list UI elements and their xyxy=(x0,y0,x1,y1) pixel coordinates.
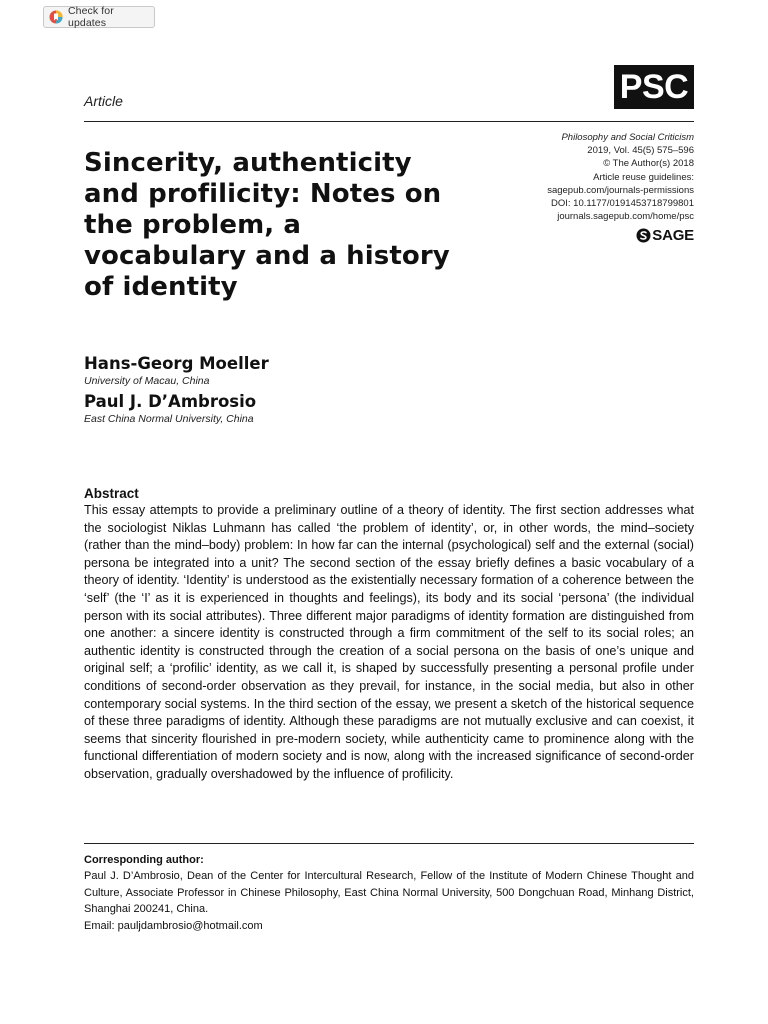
copyright-notice: © The Author(s) 2018 xyxy=(603,158,694,170)
journal-name: Philosophy and Social Criticism xyxy=(561,132,694,143)
header-divider xyxy=(84,121,694,122)
sage-s-icon xyxy=(636,228,651,243)
abstract-heading: Abstract xyxy=(84,486,139,501)
article-title: Sincerity, authenticity and profilicity: Notes on the problem, a vocabulary and a history of identity xyxy=(84,148,450,302)
journal-metadata xyxy=(454,131,694,245)
author-affiliation: East China Normal University, China xyxy=(84,413,254,425)
reuse-guidelines-label: Article reuse guidelines: xyxy=(593,171,694,183)
reuse-guidelines-link[interactable]: sagepub.com/journals-permissions xyxy=(547,184,694,196)
author-affiliation: University of Macau, China xyxy=(84,375,210,387)
corresponding-author-email[interactable]: Email: pauljdambrosio@hotmail.com xyxy=(84,919,263,932)
author-name: Paul J. D’Ambrosio xyxy=(84,392,257,411)
footnote-divider xyxy=(84,843,694,844)
doi-link[interactable]: DOI: 10.1177/0191453718799801 xyxy=(551,198,694,210)
corresponding-author-section xyxy=(84,853,694,934)
check-for-updates-label: Check for updates xyxy=(68,5,114,29)
check-for-updates-button[interactable] xyxy=(43,6,155,28)
abstract-section xyxy=(84,486,694,784)
journal-home-link[interactable]: journals.sagepub.com/home/psc xyxy=(557,211,694,223)
volume-info: 2019, Vol. 45(5) 575–596 xyxy=(587,145,694,157)
author-name: Hans-Georg Moeller xyxy=(84,354,269,373)
corresponding-author-address: Paul J. D’Ambrosio, Dean of the Center for Intercultural Research, Fellow of the Institute of Modern Chinese Thought and Culture, Associate Professor in Chinese Philosophy, East China Normal University, 500 Dongchuan Road, Minhang District, Shanghai 200241, China. xyxy=(84,870,694,915)
article-type-label: Article xyxy=(84,93,123,109)
publisher-logo xyxy=(454,225,694,245)
abstract-body: This essay attempts to provide a preliminary outline of a theory of identity. The first section addresses what the sociologist Niklas Luhmann has called ‘the problem of identity’, or, in other words, the mind–society (rather than the mind–body) problem: In how far can the internal (psychological) self and the external (social) persona be integrated into a unit? The second section of the essay briefly defines a basic vocabulary of a theory of identity. ‘Identity’ is understood as the existentially necessary formation of a coherence between the ‘self’ (the ‘I’ as it is experienced in thoughts and feelings), its body and its social ‘persona’ (the individual person with its social attributes). Three different major paradigms of identity formation are distinguished from one another: a sincere identity is constructed through a firm commitment of the self to its social roles; an authentic identity is constructed through the creation of a social persona on the basis of one’s unique and original self; a ‘profilic’ identity, as we call it, is shaped by successfully presenting a personal profile under conditions of second-order observation as they prevail, for instance, in the social media, but also in other contemporary social systems. In the third section of the essay, we present a sketch of the historical sequence of these three paradigms of identity. Although these paradigms are not mutually exclusive and can coexist, it seems that sincerity flourished in pre-modern society, while authenticity came to prominence along with the functional differentiation of modern society and is now, along with the increased significance of second-order observation, gradually overshadowed by the influence of profilicity. xyxy=(84,503,694,781)
corresponding-author-heading: Corresponding author: xyxy=(84,854,204,866)
crossmark-icon xyxy=(49,10,63,24)
journal-logo: PSC xyxy=(614,65,694,109)
author-list xyxy=(84,354,269,430)
publisher-name: SAGE xyxy=(652,226,694,244)
